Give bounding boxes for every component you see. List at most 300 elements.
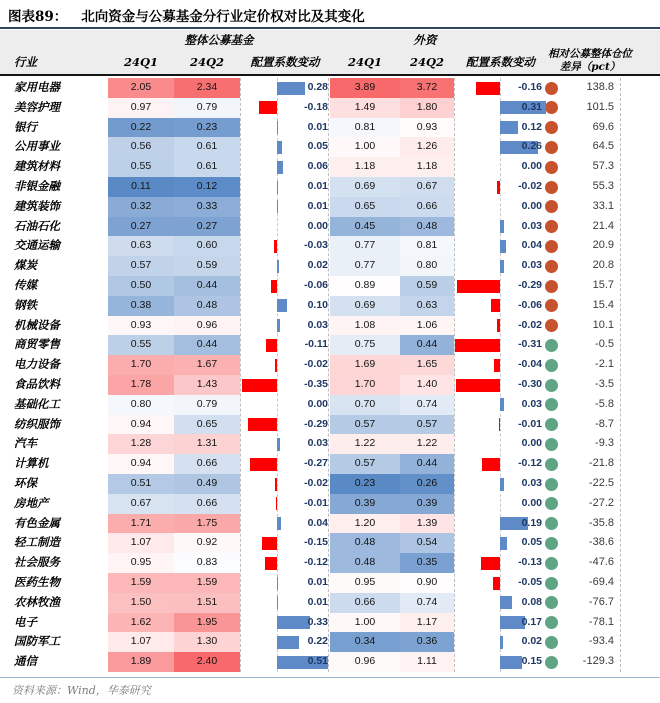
public-change-cell [240,593,330,613]
foreign-change-cell [455,434,546,454]
public-24q1-cell: 1.59 [108,573,174,593]
position-diff-value: -21.8 [588,457,614,470]
foreign-24q1-cell: 0.66 [330,593,400,613]
industry-label: 非银金融 [14,179,60,193]
change-value: -0.35 [304,378,328,390]
position-diff-value: 15.7 [592,279,614,291]
change-value: -0.29 [518,279,542,291]
public-24q2-cell: 0.66 [174,454,240,474]
industry-label: 家用电器 [14,80,60,94]
foreign-24q2-cell: 0.90 [400,573,454,593]
foreign-change-cell [455,573,546,593]
public-24q2-cell: 0.66 [174,494,240,514]
position-diff-value: -0.5 [595,338,614,351]
change-data-bar [500,656,522,669]
public-change-cell [240,335,330,355]
foreign-change-cell [455,355,546,375]
table-row [0,474,660,494]
change-value: 0.22 [307,635,328,648]
industry-label: 纺织服饰 [14,416,60,431]
position-diff-value: -93.4 [588,635,614,648]
foreign-24q1-cell: 1.08 [330,316,400,336]
change-data-bar [500,478,504,491]
change-data-bar [476,82,500,95]
foreign-change-cell [455,494,546,514]
foreign-24q2-cell: 0.54 [400,533,454,553]
foreign-24q2-cell: 0.66 [400,197,454,217]
foreign-24q2-cell: 1.11 [400,652,454,672]
foreign-24q2-cell: 0.74 [400,593,454,613]
table-row [0,355,660,375]
foreign-24q1-cell: 0.70 [330,395,400,415]
position-diff-value: 10.1 [592,318,614,331]
foreign-change-cell [455,256,546,276]
public-change-cell [240,217,330,237]
change-data-bar [277,161,283,174]
public-24q1-cell: 0.32 [108,197,174,217]
foreign-change-cell [455,217,546,237]
figure-title [8,5,365,25]
industry-label: 煤炭 [14,258,37,273]
public-change-cell [240,197,330,217]
foreign-24q1-cell: 0.89 [330,276,400,296]
table-row [0,197,660,217]
change-data-bar [499,418,500,431]
public-24q1-cell: 0.51 [108,474,174,494]
change-value: -0.05 [518,576,542,588]
change-value: 0.04 [521,239,542,252]
change-data-bar [493,577,500,590]
industry-label: 汽车 [14,436,37,451]
position-diff-value: 21.4 [592,219,614,232]
foreign-24q1-cell: 1.20 [330,514,400,534]
public-24q1-cell: 0.56 [108,137,174,157]
change-data-bar [262,537,277,550]
public-24q2-cell: 0.61 [174,137,240,157]
foreign-change-cell [455,296,546,316]
header-group-public-funds: 整体公募基金 [184,33,254,47]
change-data-bar [277,596,278,609]
position-diff-value: -47.6 [588,556,614,569]
industry-label: 建筑装饰 [14,198,60,213]
public-24q2-cell: 0.96 [174,316,240,336]
table-row [0,316,660,336]
public-change-cell [240,514,330,534]
public-change-cell [240,98,330,118]
change-data-bar [500,537,507,550]
public-24q1-cell: 1.28 [108,434,174,454]
change-value: -0.15 [304,536,328,549]
public-change-cell [240,494,330,514]
table-row [0,434,660,454]
foreign-change-cell [455,118,546,138]
change-value: 0.10 [307,298,328,311]
change-data-bar [275,478,277,491]
industry-label: 通信 [14,654,37,669]
foreign-24q1-cell: 0.77 [330,236,400,256]
change-value: -0.11 [304,338,328,351]
foreign-24q1-cell: 3.89 [330,78,400,98]
change-value: 0.00 [307,219,328,232]
table-row [0,78,660,98]
change-data-bar [500,596,512,609]
public-24q1-cell: 0.27 [108,217,174,237]
industry-label: 环保 [14,476,37,490]
header-public-change: 配置系数变动 [250,55,320,69]
public-24q1-cell: 0.55 [108,157,174,177]
table-row [0,335,660,355]
change-data-bar [266,339,277,352]
change-data-bar [265,557,277,570]
change-value: 0.03 [521,259,542,272]
public-24q1-cell: 0.94 [108,454,174,474]
source-note: 资料来源：Wind，华泰研究 [12,684,151,697]
change-data-bar [494,359,500,372]
foreign-24q2-cell: 0.67 [400,177,454,197]
change-value: 0.19 [521,516,542,529]
public-change-cell [240,236,330,256]
foreign-change-cell [455,454,546,474]
change-value: 0.51 [307,655,328,668]
foreign-24q1-cell: 1.49 [330,98,400,118]
public-change-cell [240,652,330,672]
header-position-diff: 相对公募整体仓位 差异（pct） [548,48,632,73]
foreign-24q1-cell: 0.34 [330,632,400,652]
position-diff-value: -38.6 [588,536,614,549]
change-data-bar [500,398,504,411]
table-header [0,30,660,76]
foreign-change-cell [455,177,546,197]
industry-label: 传媒 [14,278,37,292]
foreign-24q2-cell: 0.81 [400,236,454,256]
public-change-cell [240,375,330,395]
change-data-bar [455,339,500,352]
public-24q2-cell: 0.23 [174,118,240,138]
change-value: 0.03 [521,477,542,489]
industry-label: 钢铁 [14,297,37,312]
change-data-bar [274,240,277,253]
public-24q2-cell: 0.44 [174,335,240,355]
change-value: 0.01 [307,576,328,588]
table-row [0,494,660,514]
foreign-24q2-cell: 0.39 [400,494,454,514]
foreign-24q2-cell: 1.17 [400,613,454,633]
public-24q1-cell: 0.80 [108,395,174,415]
foreign-24q2-cell: 1.26 [400,137,454,157]
change-value: 0.03 [521,397,542,410]
industry-label: 建筑材料 [14,159,60,174]
public-24q2-cell: 0.92 [174,533,240,553]
foreign-24q2-cell: 0.80 [400,256,454,276]
public-24q2-cell: 0.60 [174,236,240,256]
change-data-bar [500,220,504,233]
change-value: 0.03 [307,318,328,331]
table-row [0,177,660,197]
table-row [0,217,660,237]
public-change-cell [240,533,330,553]
change-data-bar [456,379,500,392]
change-value: -0.12 [518,457,542,470]
foreign-24q1-cell: 0.69 [330,177,400,197]
public-change-cell [240,118,330,138]
change-value: -0.12 [304,556,328,569]
industry-label: 有色金属 [14,515,60,530]
public-24q1-cell: 1.07 [108,533,174,553]
public-24q1-cell: 0.63 [108,236,174,256]
public-24q2-cell: 0.59 [174,256,240,276]
foreign-change-cell [455,395,546,415]
public-change-cell [240,474,330,494]
public-24q1-cell: 1.71 [108,514,174,534]
public-24q2-cell: 0.48 [174,296,240,316]
foreign-change-cell [455,474,546,494]
public-24q1-cell: 0.97 [108,98,174,118]
foreign-change-cell [455,593,546,613]
table-row [0,395,660,415]
public-24q1-cell: 1.62 [108,613,174,633]
change-value: -0.01 [304,496,328,509]
foreign-change-cell [455,98,546,118]
public-change-cell [240,78,330,98]
public-change-cell [240,355,330,375]
title-divider [0,27,660,29]
change-value: -0.29 [304,417,328,430]
public-24q2-cell: 1.59 [174,573,240,593]
public-change-cell [240,395,330,415]
change-value: 0.01 [307,180,328,192]
change-data-bar [277,260,279,273]
change-value: -0.02 [518,180,542,192]
foreign-change-cell [455,276,546,296]
table-row [0,514,660,534]
public-24q2-cell: 1.30 [174,632,240,652]
change-value: 0.01 [307,120,328,133]
change-data-bar [277,577,278,590]
position-diff-value: -5.8 [595,397,614,410]
foreign-24q2-cell: 0.57 [400,415,454,435]
table-row [0,632,660,652]
position-diff-value: 15.4 [592,298,614,311]
table-row [0,533,660,553]
public-24q2-cell: 1.95 [174,613,240,633]
change-data-bar [277,181,278,194]
industry-label: 农林牧渔 [14,594,60,609]
foreign-24q2-cell: 0.26 [400,474,454,494]
change-data-bar [277,299,287,312]
foreign-24q2-cell: 3.72 [400,78,454,98]
foreign-24q1-cell: 0.57 [330,415,400,435]
public-24q2-cell: 0.12 [174,177,240,197]
foreign-change-cell [455,652,546,672]
foreign-change-cell [455,375,546,395]
public-change-cell [240,573,330,593]
position-diff-value: 138.8 [586,81,614,93]
table-row [0,652,660,672]
change-value: 0.01 [307,199,328,212]
industry-label: 房地产 [14,495,49,510]
table-row [0,454,660,474]
change-data-bar [277,121,278,134]
position-diff-value: -27.2 [588,496,614,509]
position-diff-value: -78.1 [588,615,614,628]
change-value: 0.02 [521,635,542,648]
foreign-change-cell [455,236,546,256]
foreign-24q2-cell: 1.80 [400,98,454,118]
table-row [0,296,660,316]
public-change-cell [240,296,330,316]
position-diff-value: -22.5 [588,477,614,489]
foreign-change-cell [455,415,546,435]
change-value: -0.30 [518,378,542,390]
position-diff-value: -9.3 [595,437,614,450]
foreign-change-cell [455,137,546,157]
change-value: -0.06 [518,298,542,311]
table-row [0,415,660,435]
foreign-24q1-cell: 0.95 [330,573,400,593]
foreign-24q2-cell: 1.18 [400,157,454,177]
public-24q2-cell: 2.34 [174,78,240,98]
foreign-24q1-cell: 0.75 [330,335,400,355]
industry-label: 商贸零售 [14,337,60,352]
header-group-foreign-capital: 外资 [413,33,437,47]
public-24q1-cell: 0.38 [108,296,174,316]
foreign-change-cell [455,197,546,217]
position-diff-value: 69.6 [592,120,614,133]
change-value: -0.18 [304,100,328,113]
foreign-24q2-cell: 1.65 [400,355,454,375]
change-data-bar [277,200,278,213]
foreign-24q2-cell: 0.59 [400,276,454,296]
public-24q1-cell: 0.22 [108,118,174,138]
public-24q2-cell: 0.83 [174,553,240,573]
public-change-cell [240,276,330,296]
foreign-24q1-cell: 1.00 [330,137,400,157]
public-24q2-cell: 2.40 [174,652,240,672]
industry-label: 电子 [14,614,37,629]
change-data-bar [277,438,280,451]
public-24q2-cell: 1.51 [174,593,240,613]
public-24q2-cell: 0.33 [174,197,240,217]
public-24q1-cell: 0.94 [108,415,174,435]
public-change-cell [240,157,330,177]
public-change-cell [240,613,330,633]
foreign-24q2-cell: 0.44 [400,454,454,474]
change-value: 0.17 [521,615,542,628]
position-diff-value: 20.8 [592,259,614,272]
change-data-bar [277,517,281,530]
public-24q2-cell: 1.43 [174,375,240,395]
public-24q2-cell: 0.49 [174,474,240,494]
public-change-cell [240,256,330,276]
table-row [0,573,660,593]
industry-label: 电力设备 [14,357,60,372]
change-value: 0.03 [521,219,542,232]
industry-label: 国防军工 [14,634,60,649]
public-24q1-cell: 2.05 [108,78,174,98]
change-data-bar [277,636,299,649]
change-data-bar [275,359,277,372]
footer-divider [0,677,660,678]
table-row [0,236,660,256]
position-diff-value: 64.5 [592,140,614,153]
public-24q2-cell: 0.61 [174,157,240,177]
foreign-change-cell [455,78,546,98]
industry-label: 石油石化 [14,218,60,233]
foreign-change-cell [455,613,546,633]
foreign-24q1-cell: 0.45 [330,217,400,237]
table-row [0,375,660,395]
foreign-24q1-cell: 1.18 [330,157,400,177]
change-data-bar [277,319,280,332]
public-24q2-cell: 0.65 [174,415,240,435]
change-value: 0.00 [521,496,542,509]
header-public-24q2: 24Q2 [189,55,225,69]
table-row [0,276,660,296]
public-change-cell [240,415,330,435]
foreign-change-cell [455,514,546,534]
position-diff-value: 33.1 [592,199,614,212]
foreign-24q2-cell: 1.22 [400,434,454,454]
position-diff-value: -3.5 [595,378,614,390]
foreign-change-cell [455,533,546,553]
change-data-bar [271,280,277,293]
foreign-24q1-cell: 0.48 [330,533,400,553]
foreign-24q2-cell: 0.48 [400,217,454,237]
foreign-24q1-cell: 0.39 [330,494,400,514]
change-data-bar [277,82,305,95]
position-diff-value: -129.3 [582,655,614,668]
change-value: 0.31 [521,100,542,113]
change-value: -0.04 [518,358,542,371]
public-24q1-cell: 1.70 [108,355,174,375]
change-value: -0.27 [304,457,328,470]
change-value: 0.04 [307,516,328,529]
foreign-24q2-cell: 0.74 [400,395,454,415]
public-24q2-cell: 1.75 [174,514,240,534]
position-diff-value: 101.5 [586,100,614,113]
public-24q2-cell: 0.27 [174,217,240,237]
industry-label: 基础化工 [14,396,60,411]
change-value: 0.02 [307,259,328,272]
figure-number: 图表89： [8,9,68,25]
public-change-cell [240,316,330,336]
position-diff-value: -76.7 [588,595,614,608]
foreign-24q1-cell: 1.22 [330,434,400,454]
change-data-bar [242,379,277,392]
position-diff-value: 57.3 [592,160,614,173]
industry-label: 计算机 [14,456,49,471]
change-value: -0.02 [304,358,328,371]
public-24q1-cell: 0.57 [108,256,174,276]
change-value: 0.03 [307,437,328,450]
public-24q2-cell: 0.79 [174,98,240,118]
public-24q1-cell: 0.93 [108,316,174,336]
change-value: -0.02 [518,318,542,331]
industry-label: 银行 [14,119,37,134]
foreign-24q2-cell: 0.35 [400,553,454,573]
change-data-bar [491,299,500,312]
foreign-24q2-cell: 0.63 [400,296,454,316]
change-value: 0.00 [307,397,328,410]
change-value: 0.00 [521,437,542,450]
foreign-change-cell [455,553,546,573]
foreign-24q1-cell: 1.00 [330,613,400,633]
change-data-bar [500,636,503,649]
public-24q2-cell: 0.44 [174,276,240,296]
public-24q2-cell: 0.79 [174,395,240,415]
change-value: -0.06 [304,279,328,291]
industry-label: 交通运输 [14,238,60,253]
